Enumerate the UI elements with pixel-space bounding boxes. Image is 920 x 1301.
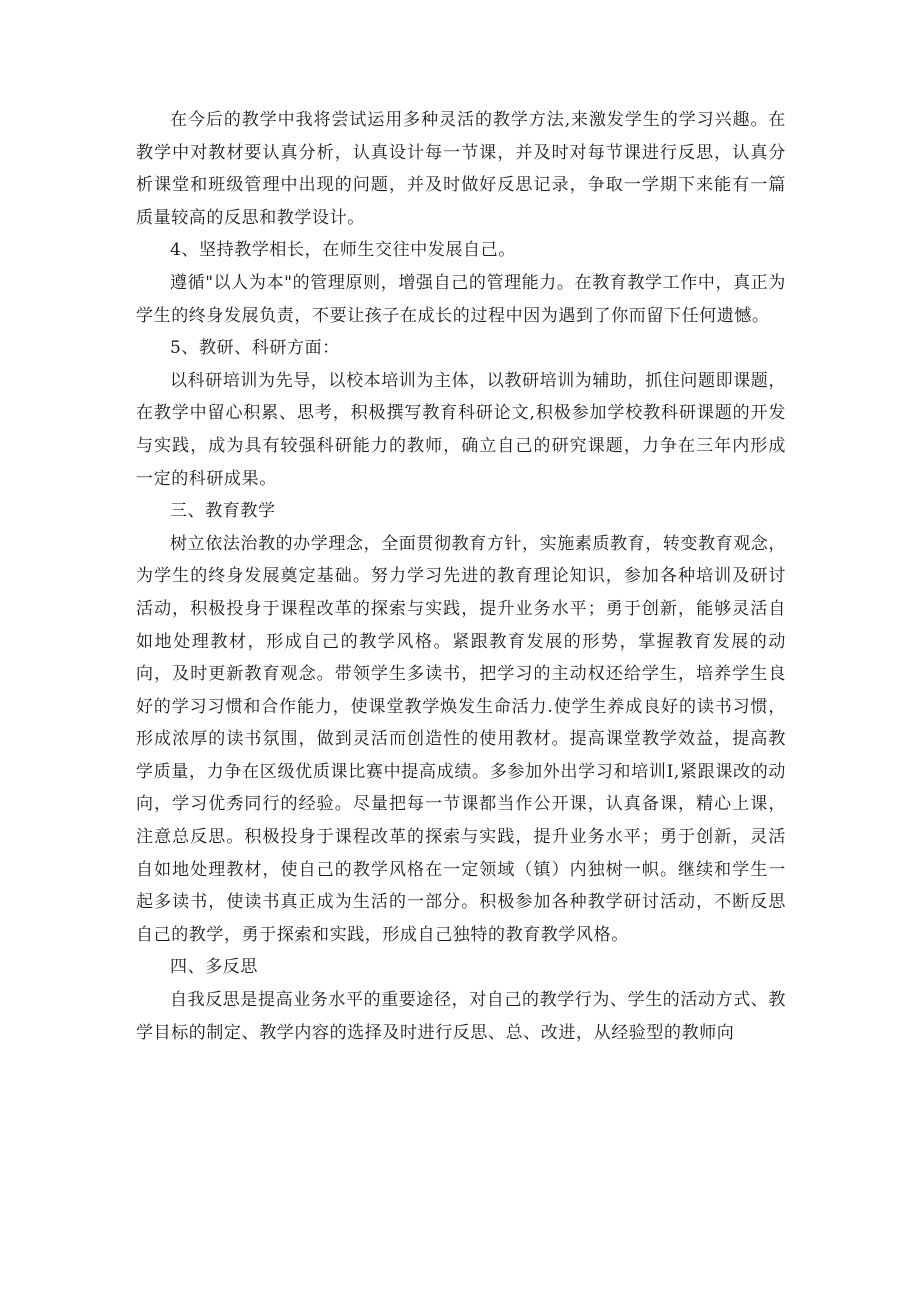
section-heading-4: 四、多反思 (170, 957, 258, 978)
paragraph-research: 以科研培训为先导，以校本培训为主体，以教研培训为辅助，抓住问题即课题，在教学中留心积累、思考，积极撰写教育科研论文,积极参加学校教科研课题的开发与实践，成为具有较强科研能力的教师，确立自己的研究课题，力争在三年内形成一定的科研成果。 (136, 370, 786, 489)
paragraph-management: 遵循"以人为本"的管理原则，增强自己的管理能力。在教育教学工作中，真正为学生的终身发展负责，不要让孩子在成长的过程中因为遇到了你而留下任何遗憾。 (136, 272, 786, 326)
heading-item-5: 5、教研、科研方面： (170, 338, 340, 359)
paragraph-reflection: 自我反思是提高业务水平的重要途径，对自己的教学行为、学生的活动方式、教学目标的制定、教学内容的选择及时进行反思、总、改进，从经验型的教师向 (136, 990, 786, 1043)
document-page (136, 104, 786, 1049)
heading-item-4: 4、坚持教学相长，在师生交往中发展自己。 (170, 240, 516, 261)
paragraph-education: 树立依法治教的办学理念，全面贯彻教育方针，实施素质教育，转变教育观念，为学生的终身发展奠定基础。努力学习先进的教育理论知识，参加各种培训及研讨活动，积极投身于课程改革的探索与实践，提升业务水平；勇于创新，能够灵活自如地处理教材，形成自己的教学风格。紧跟教育发展的形势，掌握教育发展的动向，及时更新教育观念。带领学生多读书，把学习的主动权还给学生，培养学生良好的学习习惯和合作能力，使课堂教学焕发生命活力.使学生养成良好的读书习惯，形成浓厚的读书氛围，做到灵活而创造性的使用教材。提高课堂教学效益，提高教学质量，力争在区级优质课比赛中提高成绩。多参加外出学习和培训I,紧跟课改的动向，学习优秀同行的经验。尽量把每一节课都当作公开课，认真备课，精心上课，注意总反思。积极投身于课程改革的探索与实践，提升业务水平；勇于创新，灵活自如地处理教材，使自己的教学风格在一定领域（镇）内独树一帜。继续和学生一起多读书，使读书真正成为生活的一部分。积极参加各种教学研讨活动，不断反思自己的教学，勇于探索和实践，形成自己独特的教育教学风格。 (136, 533, 786, 945)
paragraph-teaching-methods: 在今后的教学中我将尝试运用多种灵活的教学方法,来激发学生的学习兴趣。在教学中对教材要认真分析，认真设计每一节课，并及时对每节课进行反思，认真分析课堂和班级管理中出现的问题，并及时做好反思记录，争取一学期下来能有一篇质量较高的反思和教学设计。 (136, 110, 786, 228)
section-heading-3: 三、教育教学 (170, 501, 276, 522)
